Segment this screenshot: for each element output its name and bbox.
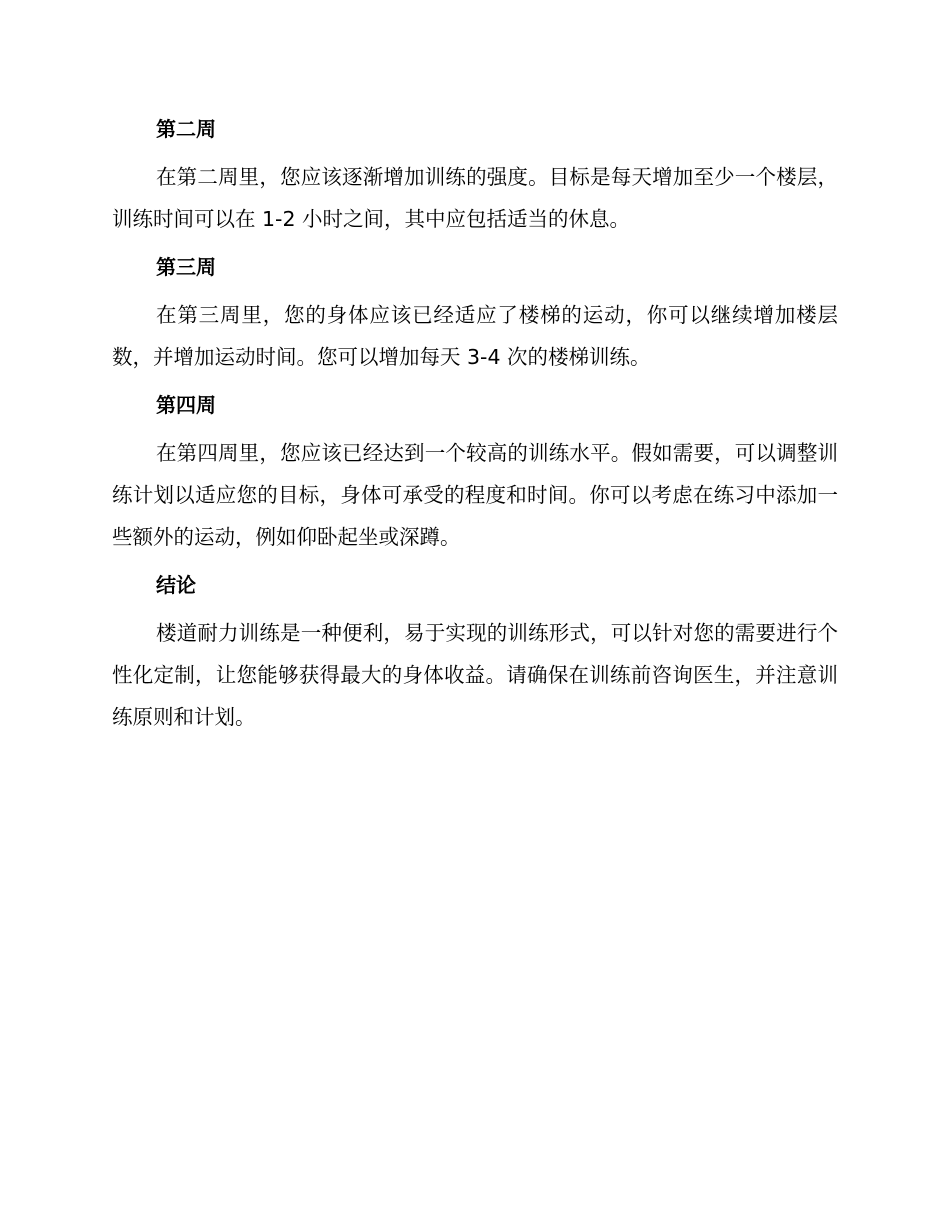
section-week-four <box>112 390 838 558</box>
section-heading: 第四周 <box>156 393 216 417</box>
section-paragraph: 在第三周里，您的身体应该已经适应了楼梯的运动，你可以继续增加楼层数，并增加运动时间。您可以增加每天 3-4 次的楼梯训练。 <box>112 303 838 369</box>
section-conclusion <box>112 570 838 738</box>
section-heading: 第三周 <box>156 255 216 279</box>
section-week-two <box>112 114 838 240</box>
section-week-three <box>112 252 838 378</box>
section-paragraph: 楼道耐力训练是一种便利，易于实现的训练形式，可以针对您的需要进行个性化定制，让您能够获得最大的身体收益。请确保在训练前咨询医生，并注意训练原则和计划。 <box>112 621 838 729</box>
section-heading: 结论 <box>156 573 196 597</box>
section-paragraph: 在第四周里，您应该已经达到一个较高的训练水平。假如需要，可以调整训练计划以适应您的目标，身体可承受的程度和时间。你可以考虑在练习中添加一些额外的运动，例如仰卧起坐或深蹲。 <box>112 441 838 549</box>
section-paragraph: 在第二周里，您应该逐渐增加训练的强度。目标是每天增加至少一个楼层，训练时间可以在 1-2 小时之间，其中应包括适当的休息。 <box>112 165 838 231</box>
section-heading: 第二周 <box>156 117 216 141</box>
